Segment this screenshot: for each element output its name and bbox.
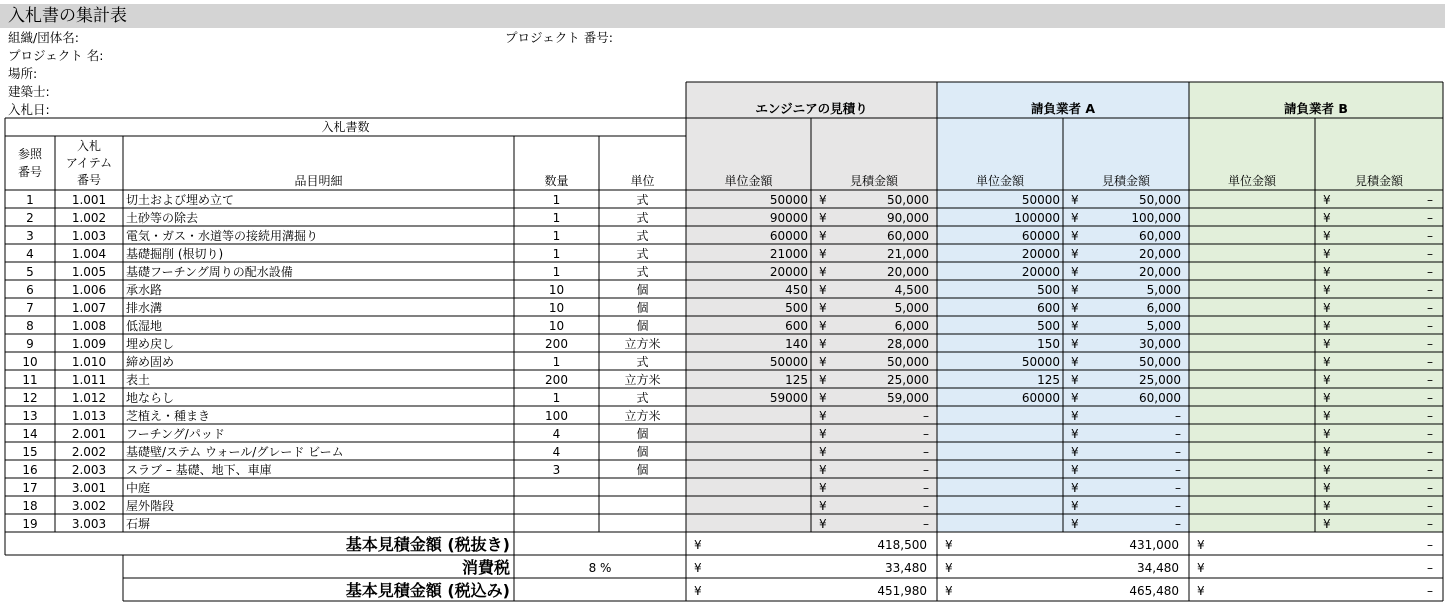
quantity-cell: 1 [552, 193, 561, 207]
engineer-amount-cell: 59,000 [887, 391, 929, 405]
yen-sign: ¥ [1071, 427, 1079, 441]
ref-cell: 5 [26, 265, 34, 279]
unit-cell: 個 [636, 301, 649, 315]
unit-price-header: 単位金額 [975, 174, 1025, 188]
unit-cell: 立方米 [624, 373, 661, 387]
engineer-tax-value: 33,480 [885, 561, 927, 575]
description-cell: 承水路 [126, 283, 163, 297]
unit-price-header: 単位金額 [724, 174, 773, 188]
description-cell: 埋め戻し [126, 337, 175, 351]
item-number-cell: 1.010 [71, 355, 107, 369]
yen-sign: ¥ [819, 499, 827, 513]
contractor-a-amount-cell: – [1175, 445, 1181, 459]
engineer-amount-cell: 28,000 [887, 337, 929, 351]
ref-cell: 8 [26, 319, 34, 333]
engineer-unit-price-cell: 90000 [769, 211, 808, 225]
contractor-b-amount-cell: – [1427, 193, 1433, 207]
contractor-b-amount-cell: – [1427, 229, 1433, 243]
engineer-amount-cell: 4,500 [894, 283, 929, 297]
description-cell: 基礎掘削 (根切り) [126, 247, 224, 261]
yen-sign: ¥ [819, 337, 827, 351]
unit-cell: 個 [636, 319, 649, 333]
item-number-cell: 1.009 [71, 337, 107, 351]
yen-sign: ¥ [1323, 427, 1331, 441]
ref-cell: 19 [22, 517, 38, 531]
estimate-amount-header: 見積金額 [1354, 174, 1404, 188]
yen-sign: ¥ [1071, 193, 1079, 207]
architect-label: 建築士: [8, 84, 50, 99]
contractor-a-amount-cell: – [1175, 463, 1181, 477]
contractor-b-amount-cell: – [1427, 517, 1433, 531]
unit-cell: 個 [636, 283, 649, 297]
group-header: エンジニアの見積り [755, 101, 868, 116]
item-number-cell: 1.004 [71, 247, 107, 261]
yen-sign: ¥ [1071, 355, 1079, 369]
bid-date-label: 入札日: [8, 102, 50, 117]
quantity-cell: 10 [548, 283, 565, 297]
engineer-unit-price-cell: 140 [785, 337, 808, 351]
unit-cell: 式 [636, 211, 649, 225]
contractor-b-amount-cell: – [1427, 337, 1433, 351]
engineer-unit-price-cell: 450 [785, 283, 808, 297]
contractor-b-total-value: – [1427, 584, 1433, 598]
item-number-cell: 1.008 [71, 319, 107, 333]
contractor-a-amount-cell: 5,000 [1146, 319, 1181, 333]
yen-sign: ¥ [1071, 499, 1079, 513]
item-number-cell: 3.002 [71, 499, 107, 513]
engineer-unit-price-cell: 60000 [769, 229, 808, 243]
description-cell: 屋外階段 [126, 499, 175, 513]
contractor-a-unit-price-cell: 500 [1037, 319, 1060, 333]
item-number-cell: 1.003 [71, 229, 107, 243]
contractor-a-unit-price-cell: 20000 [1021, 247, 1060, 261]
yen-sign: ¥ [1071, 211, 1079, 225]
yen-sign: ¥ [1323, 499, 1331, 513]
contractor-a-amount-cell: – [1175, 481, 1181, 495]
engineer-amount-cell: 50,000 [887, 355, 929, 369]
contractor-b-amount-cell: – [1427, 355, 1433, 369]
contractor-a-amount-cell: – [1175, 499, 1181, 513]
yen-sign: ¥ [819, 481, 827, 495]
yen-sign: ¥ [819, 265, 827, 279]
engineer-amount-cell: 20,000 [887, 265, 929, 279]
unit-cell: 立方米 [624, 337, 661, 351]
yen-sign: ¥ [1071, 229, 1079, 243]
bid-count-header: 入札書数 [321, 120, 370, 134]
location-label: 場所: [8, 66, 38, 81]
yen-sign: ¥ [945, 538, 953, 552]
contractor-b-amount-cell: – [1427, 373, 1433, 387]
description-cell: 土砂等の除去 [126, 211, 199, 225]
contractor-a-tax-value: 34,480 [1137, 561, 1179, 575]
contractor-a-amount-cell: 6,000 [1146, 301, 1181, 315]
engineer-amount-cell: – [923, 427, 929, 441]
contractor-a-subtotal-value: 431,000 [1129, 538, 1179, 552]
engineer-amount-cell: 6,000 [894, 319, 929, 333]
contractor-a-unit-price-cell: 50000 [1021, 355, 1060, 369]
project-number-label: プロジェクト 番号: [505, 30, 613, 45]
contractor-b-amount-cell: – [1427, 301, 1433, 315]
item-number-cell: 2.001 [71, 427, 107, 441]
yen-sign: ¥ [819, 229, 827, 243]
unit-cell: 式 [636, 247, 649, 261]
contractor-a-unit-price-cell: 150 [1037, 337, 1060, 351]
estimate-amount-header: 見積金額 [1101, 174, 1151, 188]
yen-sign: ¥ [945, 584, 953, 598]
contractor-a-unit-price-cell: 60000 [1021, 391, 1060, 405]
quantity-cell: 1 [552, 265, 561, 279]
description-cell: 中庭 [126, 481, 151, 495]
contractor-a-unit-price-cell: 60000 [1021, 229, 1060, 243]
yen-sign: ¥ [819, 391, 827, 405]
yen-sign: ¥ [694, 584, 702, 598]
unit-cell: 個 [636, 445, 649, 459]
yen-sign: ¥ [1071, 319, 1079, 333]
contractor-a-amount-cell: 30,000 [1139, 337, 1181, 351]
engineer-amount-cell: 60,000 [887, 229, 929, 243]
description-cell: 基礎壁/ステム ウォール/グレード ビーム [126, 445, 344, 459]
total-label: 基本見積金額 (税込み) [345, 581, 510, 600]
group-header: 請負業者 B [1284, 101, 1348, 116]
yen-sign: ¥ [694, 561, 702, 575]
ref-header: 参照 [17, 147, 43, 161]
yen-sign: ¥ [1323, 355, 1331, 369]
contractor-b-amount-cell: – [1427, 427, 1433, 441]
item-number-cell: 1.007 [71, 301, 107, 315]
contractor-a-amount-cell: – [1175, 427, 1181, 441]
unit-cell: 式 [636, 391, 649, 405]
contractor-b-band [1189, 82, 1443, 532]
ref-cell: 15 [22, 445, 38, 459]
ref-cell: 9 [26, 337, 34, 351]
yen-sign: ¥ [1323, 193, 1331, 207]
quantity-header: 数量 [544, 174, 569, 188]
yen-sign: ¥ [1323, 373, 1331, 387]
estimate-amount-header: 見積金額 [849, 174, 899, 188]
contractor-b-tax-value: – [1427, 561, 1433, 575]
description-cell: 締め固め [126, 355, 175, 369]
yen-sign: ¥ [819, 283, 827, 297]
engineer-total-value: 451,980 [877, 584, 927, 598]
unit-cell: 個 [636, 463, 649, 477]
yen-sign: ¥ [1071, 283, 1079, 297]
ref-cell: 14 [22, 427, 38, 441]
quantity-cell: 10 [548, 319, 565, 333]
contractor-b-amount-cell: – [1427, 409, 1433, 423]
project-name-label: プロジェクト 名: [8, 48, 104, 63]
engineer-amount-cell: – [923, 481, 929, 495]
engineer-amount-cell: – [923, 499, 929, 513]
contractor-a-amount-cell: 60,000 [1139, 229, 1181, 243]
engineer-amount-cell: – [923, 445, 929, 459]
description-cell: 芝植え・種まき [126, 409, 211, 423]
tax-label: 消費税 [461, 558, 510, 577]
unit-price-header: 単位金額 [1227, 174, 1277, 188]
item-number-cell: 3.001 [71, 481, 107, 495]
contractor-a-unit-price-cell: 500 [1037, 283, 1060, 297]
yen-sign: ¥ [1323, 445, 1331, 459]
yen-sign: ¥ [819, 445, 827, 459]
contractor-a-amount-cell: 5,000 [1146, 283, 1181, 297]
contractor-b-amount-cell: – [1427, 445, 1433, 459]
item-number-cell: 1.002 [71, 211, 107, 225]
engineer-unit-price-cell: 600 [785, 319, 808, 333]
yen-sign: ¥ [1071, 247, 1079, 261]
yen-sign: ¥ [1197, 561, 1205, 575]
ref-cell: 1 [26, 193, 34, 207]
ref-cell: 13 [22, 409, 38, 423]
quantity-cell: 4 [552, 427, 561, 441]
contractor-b-amount-cell: – [1427, 265, 1433, 279]
yen-sign: ¥ [1323, 265, 1331, 279]
description-cell: 地ならし [126, 391, 175, 405]
item-number-cell: 2.002 [71, 445, 107, 459]
yen-sign: ¥ [1323, 409, 1331, 423]
yen-sign: ¥ [819, 373, 827, 387]
description-cell: 石塀 [126, 517, 151, 531]
engineer-amount-cell: 90,000 [887, 211, 929, 225]
contractor-b-amount-cell: – [1427, 481, 1433, 495]
tax-rate: 8 % [588, 561, 612, 575]
yen-sign: ¥ [1071, 373, 1079, 387]
contractor-a-amount-cell: 100,000 [1131, 211, 1181, 225]
quantity-cell: 1 [552, 355, 561, 369]
ref-cell: 7 [26, 301, 34, 315]
description-cell: フーチング/パッド [126, 427, 225, 441]
quantity-cell: 3 [552, 463, 561, 477]
contractor-b-amount-cell: – [1427, 247, 1433, 261]
contractor-a-amount-cell: 20,000 [1139, 265, 1181, 279]
contractor-b-amount-cell: – [1427, 499, 1433, 513]
contractor-b-amount-cell: – [1427, 283, 1433, 297]
contractor-b-amount-cell: – [1427, 391, 1433, 405]
contractor-b-amount-cell: – [1427, 463, 1433, 477]
yen-sign: ¥ [819, 427, 827, 441]
engineer-amount-cell: 25,000 [887, 373, 929, 387]
yen-sign: ¥ [694, 538, 702, 552]
contractor-a-amount-cell: 20,000 [1139, 247, 1181, 261]
engineer-unit-price-cell: 21000 [769, 247, 808, 261]
yen-sign: ¥ [1323, 211, 1331, 225]
engineer-unit-price-cell: 125 [785, 373, 808, 387]
item-number-header: 入札 [76, 139, 102, 153]
contractor-a-amount-cell: 25,000 [1139, 373, 1181, 387]
contractor-a-amount-cell: – [1175, 409, 1181, 423]
yen-sign: ¥ [1071, 409, 1079, 423]
description-cell: 低湿地 [126, 319, 163, 333]
engineer-unit-price-cell: 50000 [769, 355, 808, 369]
description-cell: 排水溝 [126, 301, 163, 315]
item-number-cell: 2.003 [71, 463, 107, 477]
description-header: 品目明細 [294, 174, 343, 188]
yen-sign: ¥ [1071, 481, 1079, 495]
yen-sign: ¥ [819, 409, 827, 423]
ref-cell: 4 [26, 247, 34, 261]
contractor-a-total-value: 465,480 [1129, 584, 1179, 598]
quantity-cell: 200 [545, 337, 568, 351]
yen-sign: ¥ [819, 193, 827, 207]
contractor-b-subtotal-value: – [1427, 538, 1433, 552]
item-number-header: アイテム [65, 156, 113, 170]
engineer-amount-cell: – [923, 463, 929, 477]
ref-cell: 10 [22, 355, 38, 369]
engineer-unit-price-cell: 50000 [769, 193, 808, 207]
contractor-a-amount-cell: 50,000 [1139, 193, 1181, 207]
engineer-subtotal-value: 418,500 [877, 538, 927, 552]
yen-sign: ¥ [1323, 319, 1331, 333]
yen-sign: ¥ [819, 247, 827, 261]
ref-cell: 2 [26, 211, 34, 225]
yen-sign: ¥ [945, 561, 953, 575]
contractor-a-unit-price-cell: 100000 [1014, 211, 1060, 225]
item-number-header: 番号 [76, 173, 102, 187]
engineer-unit-price-cell: 20000 [769, 265, 808, 279]
contractor-a-unit-price-cell: 50000 [1021, 193, 1060, 207]
yen-sign: ¥ [1071, 337, 1079, 351]
yen-sign: ¥ [819, 301, 827, 315]
quantity-cell: 200 [545, 373, 568, 387]
org-label: 組織/団体名: [8, 30, 79, 45]
ref-cell: 6 [26, 283, 34, 297]
unit-cell: 式 [636, 229, 649, 243]
contractor-a-amount-cell: 50,000 [1139, 355, 1181, 369]
yen-sign: ¥ [819, 355, 827, 369]
description-cell: 表土 [126, 373, 151, 387]
item-number-cell: 1.011 [71, 373, 107, 387]
ref-cell: 18 [22, 499, 38, 513]
yen-sign: ¥ [1323, 337, 1331, 351]
yen-sign: ¥ [1071, 301, 1079, 315]
ref-cell: 12 [22, 391, 38, 405]
contractor-b-amount-cell: – [1427, 319, 1433, 333]
description-cell: 切土および埋め立て [126, 193, 235, 207]
engineer-amount-cell: – [923, 409, 929, 423]
yen-sign: ¥ [1323, 301, 1331, 315]
yen-sign: ¥ [1071, 463, 1079, 477]
subtotal-label: 基本見積金額 (税抜き) [345, 535, 510, 554]
item-number-cell: 3.003 [71, 517, 107, 531]
unit-cell: 個 [636, 427, 649, 441]
yen-sign: ¥ [819, 211, 827, 225]
yen-sign: ¥ [1071, 265, 1079, 279]
item-number-cell: 1.013 [71, 409, 107, 423]
yen-sign: ¥ [1323, 229, 1331, 243]
description-cell: 電気・ガス・水道等の接続用溝掘り [126, 229, 319, 243]
quantity-cell: 1 [552, 211, 561, 225]
page-title: 入札書の集計表 [8, 6, 127, 26]
ref-header: 番号 [17, 165, 43, 179]
item-number-cell: 1.005 [71, 265, 107, 279]
yen-sign: ¥ [819, 319, 827, 333]
yen-sign: ¥ [1323, 247, 1331, 261]
yen-sign: ¥ [819, 463, 827, 477]
quantity-cell: 1 [552, 247, 561, 261]
contractor-a-unit-price-cell: 20000 [1021, 265, 1060, 279]
engineer-amount-cell: 21,000 [887, 247, 929, 261]
contractor-a-amount-cell: 60,000 [1139, 391, 1181, 405]
item-number-cell: 1.006 [71, 283, 107, 297]
yen-sign: ¥ [1197, 584, 1205, 598]
description-cell: スラブ – 基礎、地下、車庫 [126, 463, 272, 477]
yen-sign: ¥ [1323, 391, 1331, 405]
yen-sign: ¥ [1071, 391, 1079, 405]
unit-header: 単位 [630, 174, 655, 188]
contractor-a-unit-price-cell: 125 [1037, 373, 1060, 387]
ref-cell: 17 [22, 481, 38, 495]
quantity-cell: 10 [548, 301, 565, 315]
unit-cell: 立方米 [624, 409, 661, 423]
yen-sign: ¥ [1071, 445, 1079, 459]
yen-sign: ¥ [1071, 517, 1079, 531]
unit-cell: 式 [636, 355, 649, 369]
quantity-cell: 100 [545, 409, 568, 423]
yen-sign: ¥ [1323, 283, 1331, 297]
engineer-unit-price-cell: 500 [785, 301, 808, 315]
quantity-cell: 1 [552, 391, 561, 405]
yen-sign: ¥ [1323, 481, 1331, 495]
yen-sign: ¥ [1323, 463, 1331, 477]
engineer-amount-cell: – [923, 517, 929, 531]
ref-cell: 11 [22, 373, 38, 387]
engineer-unit-price-cell: 59000 [769, 391, 808, 405]
contractor-b-amount-cell: – [1427, 211, 1433, 225]
yen-sign: ¥ [1323, 517, 1331, 531]
contractor-a-amount-cell: – [1175, 517, 1181, 531]
engineer-amount-cell: 50,000 [887, 193, 929, 207]
ref-cell: 16 [22, 463, 38, 477]
group-header: 請負業者 A [1030, 101, 1096, 116]
unit-cell: 式 [636, 193, 649, 207]
quantity-cell: 1 [552, 229, 561, 243]
yen-sign: ¥ [819, 517, 827, 531]
unit-cell: 式 [636, 265, 649, 279]
item-number-cell: 1.012 [71, 391, 107, 405]
ref-cell: 3 [26, 229, 34, 243]
contractor-a-unit-price-cell: 600 [1037, 301, 1060, 315]
engineer-amount-cell: 5,000 [894, 301, 929, 315]
description-cell: 基礎フーチング周りの配水設備 [126, 265, 293, 279]
yen-sign: ¥ [1197, 538, 1205, 552]
quantity-cell: 4 [552, 445, 561, 459]
item-number-cell: 1.001 [71, 193, 107, 207]
